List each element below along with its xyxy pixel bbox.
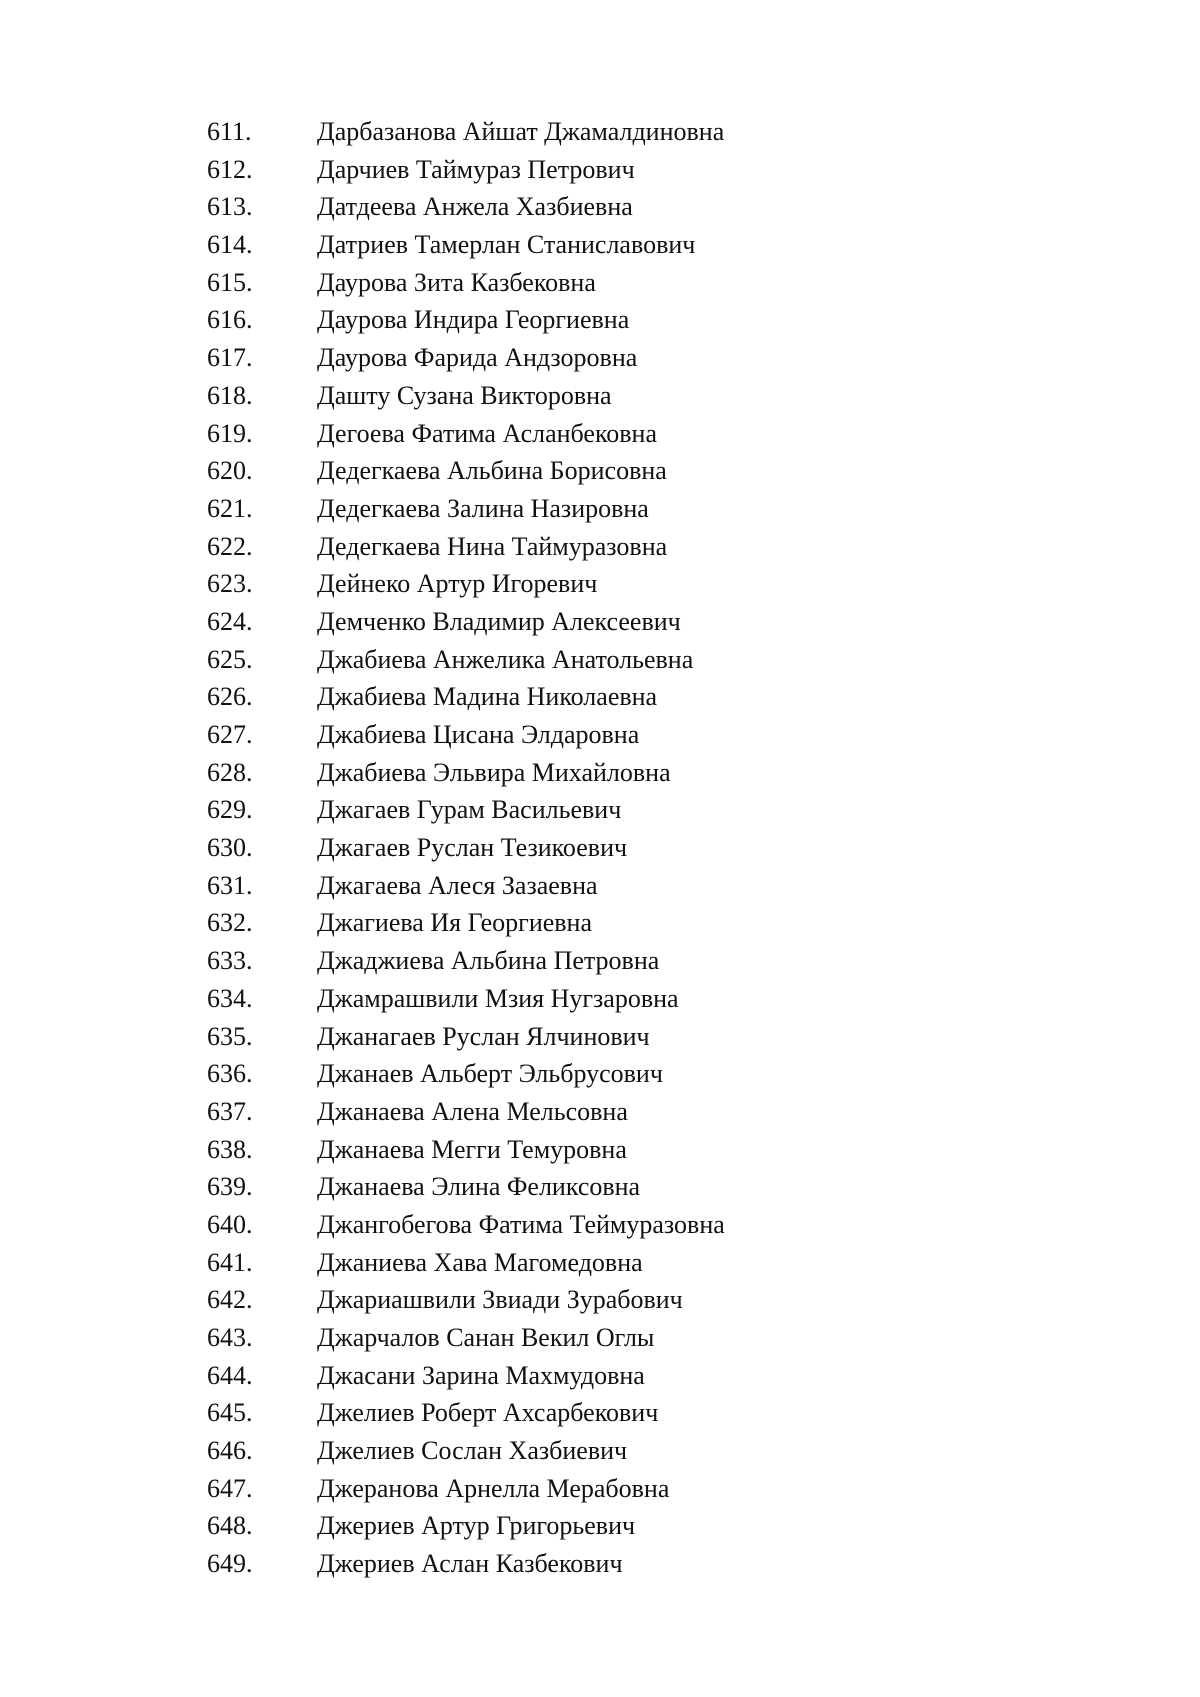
list-item-name: Дашту Сузана Викторовна: [317, 380, 612, 410]
list-item-number: 631.: [207, 870, 253, 900]
list-item-number: 625.: [207, 644, 253, 674]
list-item: [0, 1319, 1200, 1357]
list-item-name: Дегоева Фатима Асланбековна: [317, 418, 658, 448]
list-item-number: 615.: [207, 267, 253, 297]
list-item-number: 642.: [207, 1285, 253, 1315]
list-item-number: 629.: [207, 795, 253, 825]
list-item: [0, 1281, 1200, 1319]
list-item: [0, 1244, 1200, 1282]
list-item-number: 613.: [207, 192, 253, 222]
list-item-name: Джанагаев Руслан Ялчинович: [317, 1021, 650, 1051]
list-item-number: 643.: [207, 1323, 253, 1352]
list-item: [0, 867, 1200, 905]
list-item-name: Джасани Зарина Махмудовна: [317, 1360, 645, 1390]
list-item-number: 637.: [207, 1096, 253, 1126]
list-item-number: 620.: [207, 456, 253, 486]
list-item-number: 647.: [207, 1473, 253, 1503]
list-item: [0, 1093, 1200, 1131]
list-item-name: Дедегкаева Альбина Борисовна: [317, 456, 667, 486]
list-item-name: Джелиев Сослан Хазбиевич: [317, 1436, 628, 1466]
list-item-name: Дарбазанова Айшат Джамалдиновна: [317, 117, 725, 146]
list-item-name: Джаниева Хава Магомедовна: [317, 1247, 643, 1277]
list-item-number: 636.: [207, 1059, 253, 1089]
list-item-number: 621.: [207, 493, 253, 523]
list-item-number: 628.: [207, 757, 253, 787]
list-item-name: Дейнеко Артур Игоревич: [317, 569, 598, 599]
list-item: [0, 716, 1200, 754]
list-item: [0, 678, 1200, 716]
list-item-number: 632.: [207, 908, 253, 938]
list-item: [0, 339, 1200, 377]
list-item-number: 649.: [207, 1549, 253, 1579]
list-item: [0, 188, 1200, 226]
list-item-name: Джанаева Мегги Темуровна: [317, 1134, 627, 1164]
list-item: [0, 1357, 1200, 1395]
list-item: [0, 528, 1200, 566]
list-item: [0, 452, 1200, 490]
list-item-name: Джериев Аслан Казбекович: [317, 1549, 623, 1579]
list-item: [0, 1206, 1200, 1244]
list-item-name: Джагаев Руслан Тезикоевич: [317, 833, 628, 863]
list-item-number: 626.: [207, 682, 253, 712]
list-item-number: 623.: [207, 569, 253, 599]
list-item: [0, 1055, 1200, 1093]
list-item: [0, 490, 1200, 528]
list-item-number: 630.: [207, 833, 253, 863]
list-item-number: 645.: [207, 1398, 253, 1428]
list-item: [0, 904, 1200, 942]
list-item-number: 616.: [207, 305, 253, 335]
list-item: [0, 301, 1200, 339]
list-item-name: Джабиева Цисана Элдаровна: [317, 720, 640, 749]
list-item-number: 619.: [207, 418, 253, 448]
list-item: [0, 829, 1200, 867]
list-item: [0, 415, 1200, 453]
list-item: [0, 791, 1200, 829]
list-item-name: Джабиева Мадина Николаевна: [317, 682, 658, 712]
list-item-name: Дарчиев Таймураз Петрович: [317, 154, 635, 184]
list-item-name: Даурова Индира Георгиевна: [317, 305, 630, 335]
list-item-name: Джагаев Гурам Васильевич: [317, 795, 622, 825]
list-item-name: Джаджиева Альбина Петровна: [317, 946, 660, 976]
list-item: [0, 151, 1200, 189]
list-item: [0, 226, 1200, 264]
list-item-number: 611.: [207, 117, 252, 146]
list-item-name: Джабиева Эльвира Михайловна: [317, 757, 671, 787]
list-item-number: 648.: [207, 1511, 253, 1541]
list-item-number: 638.: [207, 1134, 253, 1164]
list-item: [0, 1507, 1200, 1545]
list-item-name: Даурова Зита Казбековна: [317, 267, 596, 297]
list-item: [0, 565, 1200, 603]
list-item-name: Даурова Фарида Андзоровна: [317, 343, 638, 373]
list-item-number: 633.: [207, 946, 253, 976]
list-item: [0, 942, 1200, 980]
list-item-number: 627.: [207, 720, 253, 749]
list-item-name: Дедегкаева Нина Таймуразовна: [317, 531, 668, 561]
list-item: [0, 377, 1200, 415]
list-item-name: Датриев Тамерлан Станиславович: [317, 230, 696, 260]
list-item-name: Датдеева Анжела Хазбиевна: [317, 192, 633, 222]
list-item-number: 618.: [207, 380, 253, 410]
list-item-name: Джериев Артур Григорьевич: [317, 1511, 636, 1541]
list-item-name: Джелиев Роберт Ахсарбекович: [317, 1398, 659, 1428]
list-item-number: 624.: [207, 606, 253, 636]
list-item-name: Джеранова Арнелла Мерабовна: [317, 1473, 670, 1503]
numbered-name-list: [0, 113, 1200, 1583]
list-item: [0, 1018, 1200, 1056]
list-item-number: 635.: [207, 1021, 253, 1051]
list-item: [0, 1131, 1200, 1169]
list-item-name: Джабиева Анжелика Анатольевна: [317, 644, 694, 674]
list-item-number: 617.: [207, 343, 253, 373]
list-item: [0, 641, 1200, 679]
list-item: [0, 113, 1200, 151]
list-item: [0, 1168, 1200, 1206]
list-item-name: Демченко Владимир Алексеевич: [317, 606, 681, 636]
list-item-name: Джанаева Элина Феликсовна: [317, 1172, 641, 1202]
list-item-name: Джамрашвили Мзия Нугзаровна: [317, 983, 679, 1013]
list-item: [0, 603, 1200, 641]
list-item-name: Джангобегова Фатима Теймуразовна: [317, 1209, 725, 1239]
list-item-number: 622.: [207, 531, 253, 561]
list-item-name: Дедегкаева Залина Назировна: [317, 493, 649, 523]
list-item: [0, 980, 1200, 1018]
list-item: [0, 1545, 1200, 1583]
list-item: [0, 754, 1200, 792]
list-item-name: Джагаева Алеся Зазаевна: [317, 870, 598, 900]
list-item-name: Джариашвили Звиади Зурабович: [317, 1285, 683, 1315]
list-item-number: 639.: [207, 1172, 253, 1202]
list-item-name: Джагиева Ия Георгиевна: [317, 908, 593, 938]
list-item-name: Джанаева Алена Мельсовна: [317, 1096, 628, 1126]
list-item-number: 612.: [207, 154, 253, 184]
list-item: [0, 1432, 1200, 1470]
list-item: [0, 264, 1200, 302]
list-item-number: 644.: [207, 1360, 253, 1390]
list-item-number: 614.: [207, 230, 253, 260]
list-item-number: 641.: [207, 1247, 253, 1277]
list-item: [0, 1394, 1200, 1432]
list-item-number: 646.: [207, 1436, 253, 1466]
list-item-name: Джанаев Альберт Эльбрусович: [317, 1059, 663, 1089]
list-item-number: 634.: [207, 983, 253, 1013]
list-item-number: 640.: [207, 1209, 253, 1239]
list-item-name: Джарчалов Санан Векил Оглы: [317, 1323, 655, 1352]
list-item: [0, 1470, 1200, 1508]
